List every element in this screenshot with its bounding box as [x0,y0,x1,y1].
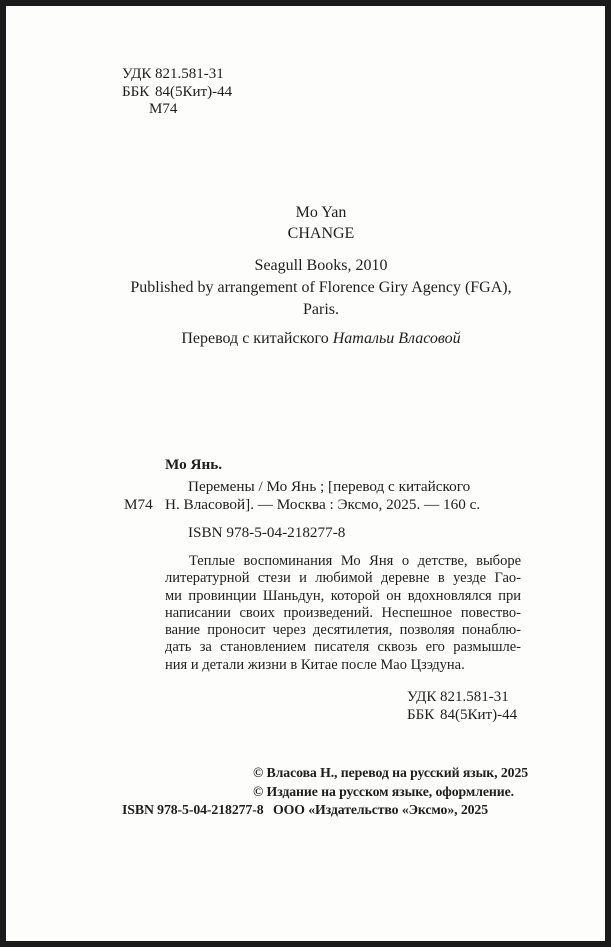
bbk-label: ББК [407,706,435,723]
annotation-line: вание проносит через десятилетия, позволяя понаблю- [165,622,521,639]
udk-value: 821.581-31 [155,66,224,82]
annotation-line: ми провинции Шаньдун, которой он вдохновлялся при [165,587,521,604]
bbk-row [122,84,232,102]
udk-label: УДК [122,66,152,82]
copyright-publisher: ООО «Издательство «Эксмо», 2025 [273,802,489,817]
original-publisher: Seagull Books, 2010 [254,257,388,274]
bbk-value: 84(5Кит)-44 [155,83,233,100]
catalog-description-line-2: Н. Власовой]. — Москва : Эксмо, 2025. — 160 с. [165,496,481,513]
original-title: CHANGE [287,225,355,242]
catalog-author-heading: Мо Янь. [165,456,223,473]
classification-bottom-block [407,689,517,724]
isbn-bottom: ISBN 978-5-04-218277-8 [122,802,264,817]
bbk-label: ББК [122,83,150,100]
copyright-translation: © Власова Н., перевод на русский язык, 2025 [253,765,529,780]
annotation-line: дать за становлением писателя сквозь его размышле- [165,639,521,656]
udk-row [122,66,232,84]
author-sign: М74 [149,101,178,117]
rights-line-1: Published by arrangement of Florence Giry Agency (FGA), [130,279,512,296]
udk-label: УДК [407,689,437,705]
translation-prefix: Перевод с китайского [181,330,333,347]
copyright-edition: © Издание на русском языке, оформление. [253,784,514,799]
original-author: Mo Yan [295,204,347,221]
udk-row [407,689,517,707]
rights-line-2: Paris. [303,301,339,318]
catalog-author-sign: М74 [124,496,153,513]
udk-value: 821.581-31 [440,689,509,705]
catalog-isbn: ISBN 978-5-04-218277-8 [188,524,346,541]
bbk-value: 84(5Кит)-44 [440,706,518,723]
translation-credit [122,329,520,349]
catalog-description-line-1: Перемены / Мо Янь ; [перевод с китайского [188,478,471,495]
annotation-line: написании своих произведений. Неспешное повество- [165,604,521,621]
translator-name: Натальи Власовой [332,330,461,347]
bbk-row [407,707,517,725]
annotation-line: Теплые воспоминания Мо Яня о детстве, выборе [189,553,521,569]
classification-top-block [122,66,232,119]
annotation-paragraph [165,553,521,674]
annotation-line: литературной стези и любимой деревне в уезде Гао- [165,570,521,587]
annotation-line: ния и детали жизни в Китае после Мао Цзэдуна. [165,656,465,673]
